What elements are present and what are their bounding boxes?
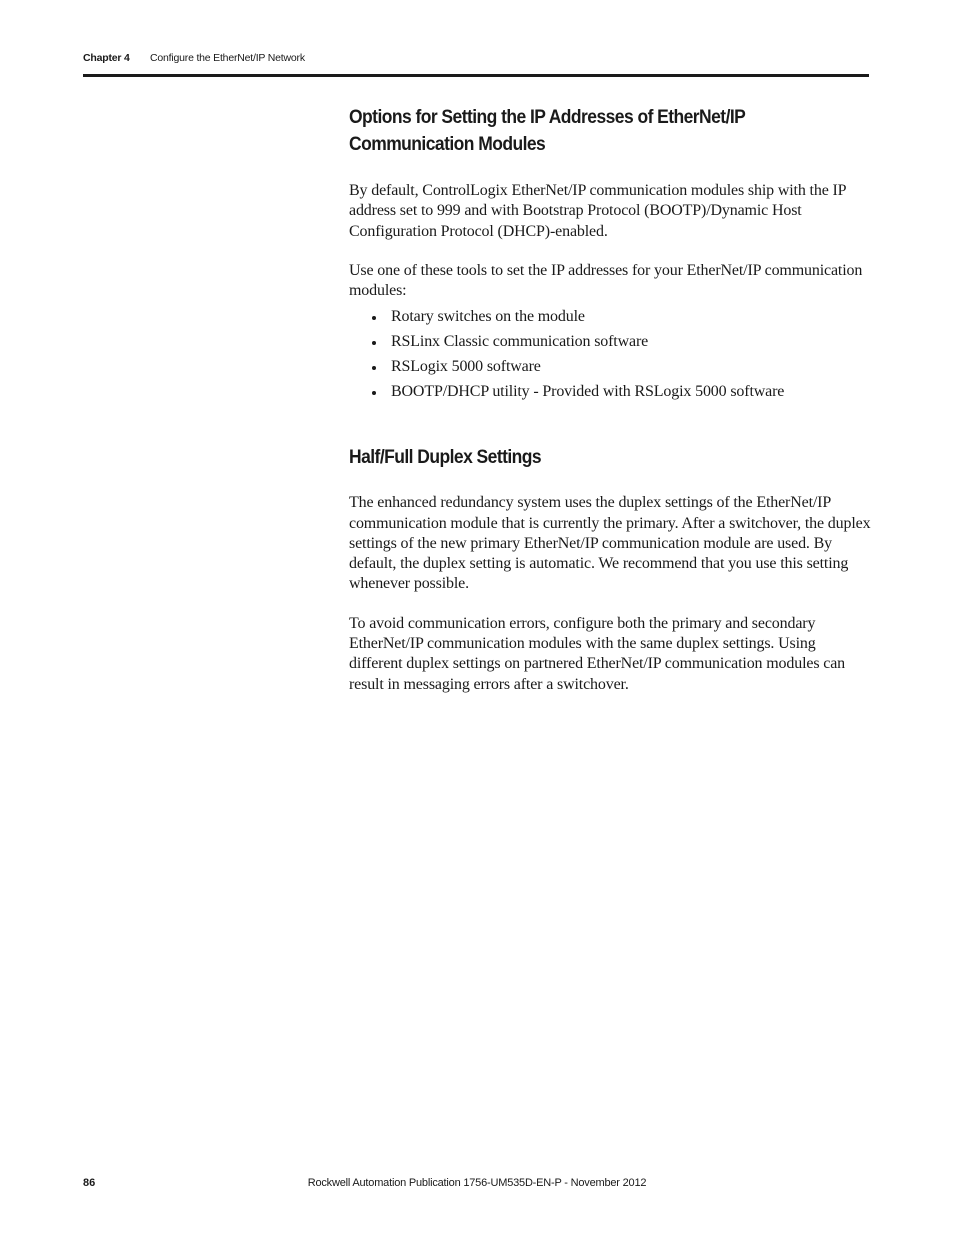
bullet-icon [372,341,376,345]
section-heading-ip-addresses: Options for Setting the IP Addresses of EtherNet/IP Communication Modules [349,107,745,155]
section-heading-duplex: Half/Full Duplex Settings [349,447,542,469]
running-header [83,52,305,64]
list-item [349,330,871,355]
paragraph-default-ip: By default, ControlLogix EtherNet/IP communication modules ship with the IP address set to 999 and with Bootstrap Protocol (BOOTP)/Dynamic Host Configuration Protocol (DHCP)-enabled. [349,182,846,240]
chapter-title: Configure the EtherNet/IP Network [150,52,305,64]
paragraph-duplex-system: The enhanced redundancy system uses the duplex settings of the EtherNet/IP communication module that is currently the primary. After a switchover, the duplex settings of the new primary EtherNet/IP communication module are used. By default, the duplex setting is automatic. We recommend that you use this setting whenever possible. [349,494,871,593]
list-item [349,305,871,330]
page-number: 86 [83,1177,96,1189]
header-rule [83,74,869,77]
paragraph-duplex-errors: To avoid communication errors, configure both the primary and secondary EtherNet/IP communication modules with the same duplex settings. Using different duplex settings on partnered EtherNet/IP communication modules can result in messaging errors after a switchover. [349,614,846,693]
chapter-label: Chapter 4 [83,52,130,64]
list-item-text: Rotary switches on the module [391,308,585,326]
bullet-icon [372,366,376,370]
main-content [349,104,871,714]
tools-list [349,305,871,404]
list-item-text: BOOTP/DHCP utility - Provided with RSLogix 5000 software [391,382,785,400]
list-item [349,380,871,405]
list-item [349,355,871,380]
list-item-text: RSLogix 5000 software [391,357,541,375]
bullet-icon [372,316,376,320]
publication-info: Rockwell Automation Publication 1756-UM535D-EN-P - November 2012 [307,1177,647,1189]
paragraph-tools-intro: Use one of these tools to set the IP addresses for your EtherNet/IP communication modules: [349,261,863,300]
bullet-icon [372,391,376,395]
list-item-text: RSLinx Classic communication software [391,333,649,351]
